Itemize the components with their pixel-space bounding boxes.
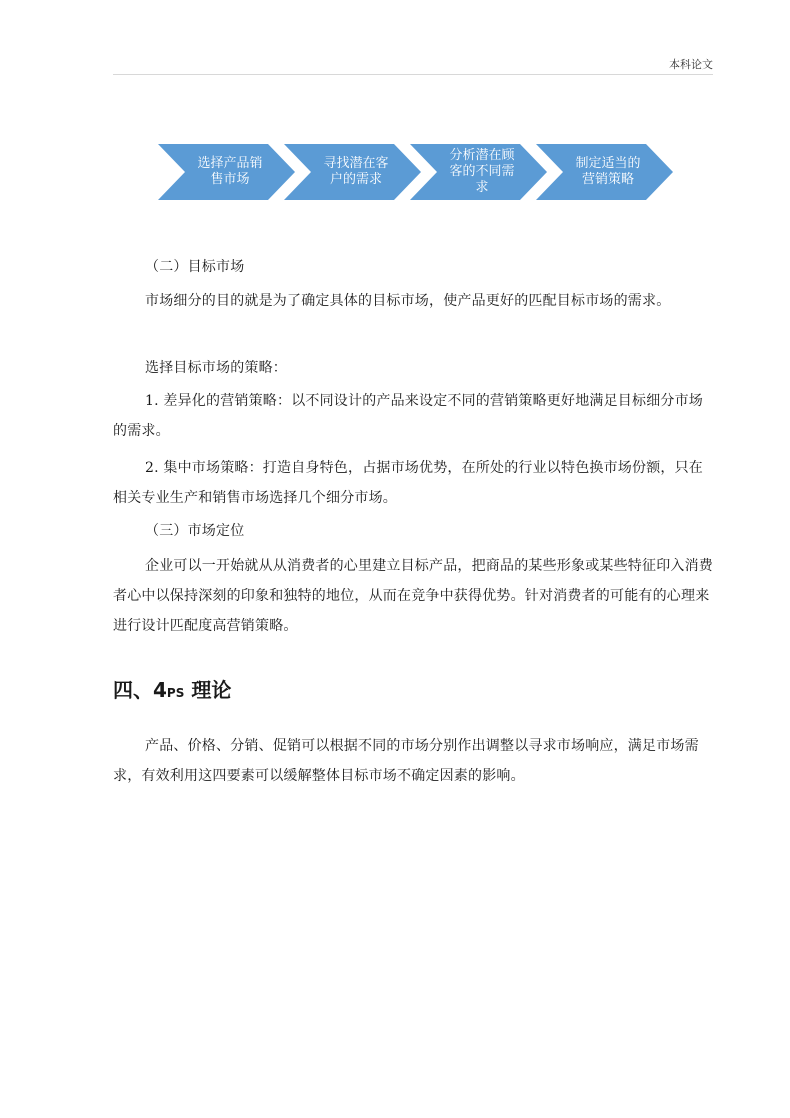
flow-step-1-label: 选择产品销 售市场 xyxy=(197,156,263,187)
paragraph-segmentation-purpose: 市场细分的目的就是为了确定具体的目标市场，使产品更好的匹配目标市场的需求。 xyxy=(145,293,671,309)
paragraph-4ps-theory: 产品、价格、分销、促销可以根据不同的市场分别作出调整以寻求市场响应，满足市场需求，有效利用这四要素可以缓解整体目标市场不确定因素的影响。 xyxy=(113,738,699,784)
page-header: 本科论文 xyxy=(669,58,713,71)
paragraph-market-positioning: 企业可以一开始就从从消费者的心里建立目标产品，把商品的某些形象或某些特征印入消费者心中以保持深刻的印象和独特的地位，从而在竞争中获得优势。针对消费者的可能有的心理来进行设计匹配度高营销策略。 xyxy=(113,558,713,634)
flow-step-4-label: 制定适当的 营销策略 xyxy=(575,156,641,187)
section-heading-small-caps: PS xyxy=(166,686,185,700)
subsection-title-market-positioning: （三）市场定位 xyxy=(145,523,245,539)
section-heading-suffix: 理论 xyxy=(184,678,232,702)
flow-step-2-label: 寻找潜在客 户的需求 xyxy=(323,156,389,187)
header-divider xyxy=(113,74,713,75)
list-item-differentiated-strategy: 1. 差异化的营销策略：以不同设计的产品来设定不同的营销策略更好地满足目标细分市场的需求。 xyxy=(113,393,704,439)
section-heading-4ps xyxy=(113,672,231,711)
list-item-concentrated-strategy: 2. 集中市场策略：打造自身特色，占据市场优势，在所处的行业以特色换市场份额，只在相关专业生产和销售市场选择几个细分市场。 xyxy=(113,460,704,506)
flow-step-3-label: 分析潜在顾 客的不同需 求 xyxy=(449,148,515,195)
paragraph-strategy-intro: 选择目标市场的策略： xyxy=(145,360,287,376)
subsection-title-target-market: （二）目标市场 xyxy=(145,259,245,275)
section-heading-prefix: 四、4 xyxy=(113,678,167,702)
